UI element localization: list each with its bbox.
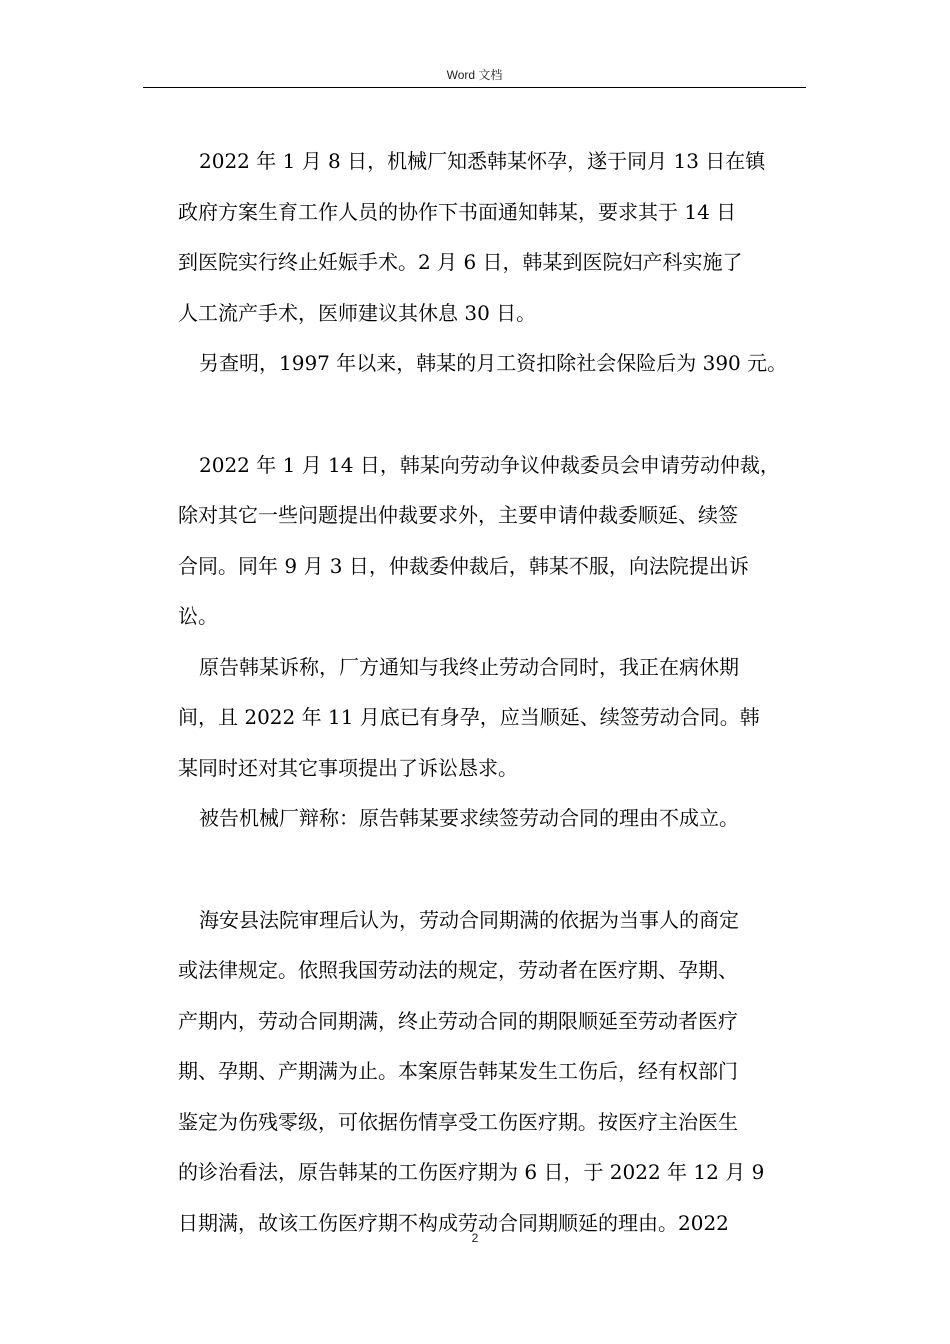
text-line: 人工流产手术，医师建议其休息 30 日。 (178, 300, 537, 325)
text-line: 产期内，劳动合同期满，终止劳动合同的期限顺延至劳动者医疗 (178, 1008, 738, 1033)
paragraph-4 (178, 642, 818, 794)
header-divider (143, 87, 806, 88)
text-line: 鉴定为伤残零级，可依据伤情享受工伤医疗期。按医疗主治医生 (178, 1109, 738, 1134)
paragraph-3 (178, 440, 818, 642)
text-line: 原告韩某诉称，厂方通知与我终止劳动合同时，我正在病休期 (199, 654, 739, 679)
paragraph-6 (178, 895, 818, 1249)
paragraph-gap (178, 389, 818, 440)
paragraph-2 (178, 338, 818, 389)
text-line: 2022 年 1 月 8 日，机械厂知悉韩某怀孕，遂于同月 13 日在镇 (199, 149, 766, 173)
page-number: 2 (471, 1231, 479, 1245)
text-line: 期、孕期、产期满为止。本案原告韩某发生工伤后，经有权部门 (178, 1059, 738, 1083)
text-line: 政府方案生育工作人员的协作下书面通知韩某，要求其于 14 日 (178, 199, 737, 224)
text-line: 2022 年 1 月 14 日，韩某向劳动争议仲裁委员会申请劳动仲裁， (199, 452, 780, 477)
paragraph-1 (178, 136, 818, 338)
text-line: 被告机械厂辩称：原告韩某要求续签劳动合同的理由不成立。 (199, 806, 739, 830)
text-line: 合同。同年 9 月 3 日，仲裁委仲裁后，韩某不服，向法院提出诉 (178, 553, 749, 578)
text-line: 的诊治看法，原告韩某的工伤医疗期为 6 日，于 2022 年 12 月 9 (178, 1160, 765, 1184)
text-line: 另查明，1997 年以来，韩某的月工资扣除社会保险后为 390 元。 (199, 351, 788, 375)
text-line: 间，且 2022 年 11 月底已有身孕，应当顺延、续签劳动合同。韩 (178, 705, 760, 729)
text-line: 某同时还对其它事项提出了诉讼恳求。 (178, 755, 518, 780)
paragraph-gap (178, 844, 818, 895)
text-line: 讼。 (178, 604, 218, 628)
paragraph-5 (178, 793, 818, 844)
text-line: 到医院实行终止妊娠手术。2 月 6 日，韩某到医院妇产科实施了 (178, 250, 743, 274)
text-line: 除对其它一些问题提出仲裁要求外，主要申请仲裁委顺延、续签 (178, 503, 738, 527)
page-header: Word 文档 (446, 68, 503, 82)
text-line: 日期满，故该工伤医疗期不构成劳动合同期顺延的理由。2022 (178, 1210, 729, 1235)
document-body (178, 136, 818, 1248)
text-line: 海安县法院审理后认为，劳动合同期满的依据为当事人的商定 (199, 907, 739, 932)
text-line: 或法律规定。依照我国劳动法的规定，劳动者在医疗期、孕期、 (178, 958, 738, 982)
